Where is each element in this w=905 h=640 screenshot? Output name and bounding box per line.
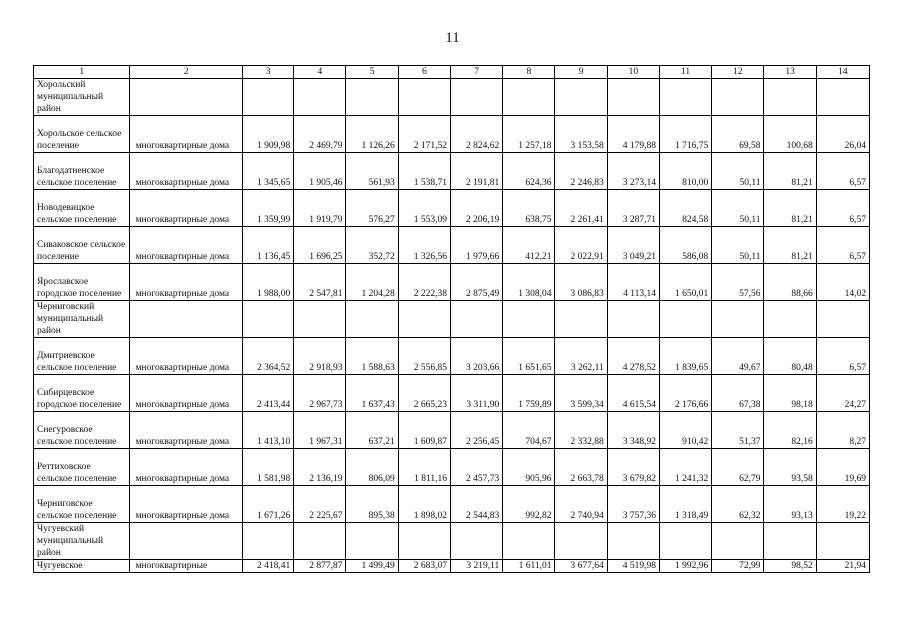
- housing-type: многоквартирные дома: [130, 264, 243, 301]
- value-cell: 26,04: [816, 116, 869, 153]
- column-number-cell: 2: [130, 66, 243, 79]
- column-number-cell: 9: [555, 66, 607, 79]
- value-cell: 1 588,63: [346, 338, 398, 375]
- value-cell: 2 457,73: [450, 449, 502, 486]
- value-cell: 2 256,45: [450, 412, 502, 449]
- value-cell: 576,27: [346, 190, 398, 227]
- value-cell: 2 547,81: [294, 264, 346, 301]
- housing-type: многоквартирные: [130, 560, 243, 573]
- value-cell: 3 599,34: [555, 375, 607, 412]
- value-cell: 2 418,41: [242, 560, 293, 573]
- column-number-cell: 12: [712, 66, 764, 79]
- value-cell: 1 308,04: [503, 264, 555, 301]
- value-cell: 21,94: [816, 560, 869, 573]
- value-cell: 824,58: [659, 190, 711, 227]
- settlement-name: Снегуровское сельское поселение: [34, 412, 130, 449]
- value-cell: 2 665,23: [398, 375, 450, 412]
- district-name: Черниговский муниципальный район: [34, 301, 130, 338]
- value-cell: 1 909,98: [242, 116, 293, 153]
- value-cell: 1 326,56: [398, 227, 450, 264]
- value-cell: [816, 523, 869, 560]
- value-cell: [607, 301, 659, 338]
- settlement-name: Сибирцевское городское поселение: [34, 375, 130, 412]
- value-cell: 93,58: [764, 449, 816, 486]
- value-cell: 1 359,99: [242, 190, 293, 227]
- value-cell: 4 519,98: [607, 560, 659, 573]
- value-cell: 2 222,38: [398, 264, 450, 301]
- value-cell: [242, 79, 293, 116]
- value-cell: 1 651,65: [503, 338, 555, 375]
- value-cell: [398, 523, 450, 560]
- value-cell: 80,48: [764, 338, 816, 375]
- value-cell: 4 179,88: [607, 116, 659, 153]
- value-cell: 51,37: [712, 412, 764, 449]
- value-cell: 50,11: [712, 227, 764, 264]
- value-cell: 98,52: [764, 560, 816, 573]
- value-cell: [398, 301, 450, 338]
- settlement-row: [34, 116, 870, 153]
- column-number-cell: 13: [764, 66, 816, 79]
- value-cell: [294, 301, 346, 338]
- value-cell: [398, 79, 450, 116]
- value-cell: 2 225,67: [294, 486, 346, 523]
- value-cell: 2 544,83: [450, 486, 502, 523]
- value-cell: 992,82: [503, 486, 555, 523]
- value-cell: 1 905,46: [294, 153, 346, 190]
- value-cell: 1 716,75: [659, 116, 711, 153]
- value-cell: 4 113,14: [607, 264, 659, 301]
- settlement-name: Ярославское городское поселение: [34, 264, 130, 301]
- value-cell: 637,21: [346, 412, 398, 449]
- column-number-cell: 11: [659, 66, 711, 79]
- value-cell: 2 261,41: [555, 190, 607, 227]
- district-row: [34, 523, 870, 560]
- column-number-cell: 4: [294, 66, 346, 79]
- settlement-row: [34, 227, 870, 264]
- settlement-name: Благодатненское сельское поселение: [34, 153, 130, 190]
- housing-type: [130, 79, 243, 116]
- housing-type: многоквартирные дома: [130, 486, 243, 523]
- value-cell: [242, 523, 293, 560]
- column-number-cell: 5: [346, 66, 398, 79]
- value-cell: 3 679,82: [607, 449, 659, 486]
- value-cell: [450, 301, 502, 338]
- value-cell: 1 553,09: [398, 190, 450, 227]
- value-cell: 624,36: [503, 153, 555, 190]
- value-cell: [503, 301, 555, 338]
- value-cell: 1 759,89: [503, 375, 555, 412]
- value-cell: [294, 79, 346, 116]
- value-cell: 1 671,26: [242, 486, 293, 523]
- value-cell: [242, 301, 293, 338]
- settlement-name: Дмитриевское сельское поселение: [34, 338, 130, 375]
- value-cell: 3 086,83: [555, 264, 607, 301]
- value-cell: 3 219,11: [450, 560, 502, 573]
- value-cell: [555, 301, 607, 338]
- value-cell: 50,11: [712, 190, 764, 227]
- housing-type: многоквартирные дома: [130, 153, 243, 190]
- housing-type: многоквартирные дома: [130, 375, 243, 412]
- column-number-row: [34, 66, 870, 79]
- settlement-name: Чугуевское: [34, 560, 130, 573]
- settlement-row: [34, 264, 870, 301]
- value-cell: 3 757,36: [607, 486, 659, 523]
- value-cell: 3 677,64: [555, 560, 607, 573]
- value-cell: 2 413,44: [242, 375, 293, 412]
- value-cell: [764, 301, 816, 338]
- value-cell: 1 345,65: [242, 153, 293, 190]
- value-cell: 19,22: [816, 486, 869, 523]
- value-cell: 1 581,98: [242, 449, 293, 486]
- value-cell: 2 877,87: [294, 560, 346, 573]
- value-cell: 19,69: [816, 449, 869, 486]
- value-cell: 586,08: [659, 227, 711, 264]
- value-cell: 81,21: [764, 153, 816, 190]
- settlement-name: Новодевицкое сельское поселение: [34, 190, 130, 227]
- value-cell: 1 979,66: [450, 227, 502, 264]
- value-cell: 3 348,92: [607, 412, 659, 449]
- value-cell: 2 364,52: [242, 338, 293, 375]
- value-cell: [659, 301, 711, 338]
- value-cell: [816, 301, 869, 338]
- value-cell: 2 967,73: [294, 375, 346, 412]
- value-cell: 2 918,93: [294, 338, 346, 375]
- value-cell: [764, 79, 816, 116]
- housing-type: [130, 523, 243, 560]
- value-cell: 1 967,31: [294, 412, 346, 449]
- value-cell: 2 469,79: [294, 116, 346, 153]
- value-cell: [346, 79, 398, 116]
- column-number-cell: 8: [503, 66, 555, 79]
- housing-type: многоквартирные дома: [130, 116, 243, 153]
- value-cell: 69,58: [712, 116, 764, 153]
- value-cell: 2 171,52: [398, 116, 450, 153]
- column-number-cell: 10: [607, 66, 659, 79]
- column-number-cell: 1: [34, 66, 130, 79]
- value-cell: 1 988,00: [242, 264, 293, 301]
- value-cell: 49,67: [712, 338, 764, 375]
- value-cell: 6,57: [816, 338, 869, 375]
- housing-type: многоквартирные дома: [130, 449, 243, 486]
- value-cell: 2 206,19: [450, 190, 502, 227]
- value-cell: 6,57: [816, 190, 869, 227]
- settlement-row: [34, 486, 870, 523]
- value-cell: [659, 79, 711, 116]
- value-cell: 638,75: [503, 190, 555, 227]
- value-cell: 1 637,43: [346, 375, 398, 412]
- value-cell: [450, 79, 502, 116]
- value-cell: 412,21: [503, 227, 555, 264]
- value-cell: [607, 79, 659, 116]
- value-cell: 6,57: [816, 227, 869, 264]
- value-cell: 2 824,62: [450, 116, 502, 153]
- value-cell: 81,21: [764, 227, 816, 264]
- value-cell: 3 273,14: [607, 153, 659, 190]
- value-cell: 3 153,58: [555, 116, 607, 153]
- value-cell: [294, 523, 346, 560]
- column-number-cell: 6: [398, 66, 450, 79]
- value-cell: [659, 523, 711, 560]
- value-cell: 3 049,21: [607, 227, 659, 264]
- value-cell: 2 246,83: [555, 153, 607, 190]
- district-row: [34, 301, 870, 338]
- value-cell: [712, 301, 764, 338]
- value-cell: 1 318,49: [659, 486, 711, 523]
- settlement-row: [34, 338, 870, 375]
- value-cell: 1 538,71: [398, 153, 450, 190]
- value-cell: 2 332,88: [555, 412, 607, 449]
- value-cell: 2 136,19: [294, 449, 346, 486]
- value-cell: [555, 523, 607, 560]
- value-cell: 895,38: [346, 486, 398, 523]
- value-cell: 806,09: [346, 449, 398, 486]
- value-cell: 1 257,18: [503, 116, 555, 153]
- value-cell: 100,68: [764, 116, 816, 153]
- housing-type: многоквартирные дома: [130, 190, 243, 227]
- district-row: [34, 79, 870, 116]
- value-cell: 1 839,65: [659, 338, 711, 375]
- value-cell: 4 278,52: [607, 338, 659, 375]
- value-cell: [607, 523, 659, 560]
- settlement-name: Реттиховское сельское поселение: [34, 449, 130, 486]
- value-cell: [346, 301, 398, 338]
- column-number-cell: 3: [242, 66, 293, 79]
- value-cell: 1 696,25: [294, 227, 346, 264]
- value-cell: [450, 523, 502, 560]
- value-cell: 2 556,85: [398, 338, 450, 375]
- value-cell: 62,79: [712, 449, 764, 486]
- value-cell: 1 413,10: [242, 412, 293, 449]
- value-cell: [346, 523, 398, 560]
- value-cell: 2 740,94: [555, 486, 607, 523]
- settlement-name: Хорольское сельское поселение: [34, 116, 130, 153]
- value-cell: 93,13: [764, 486, 816, 523]
- value-cell: [503, 79, 555, 116]
- value-cell: 3 262,11: [555, 338, 607, 375]
- value-cell: 8,27: [816, 412, 869, 449]
- value-cell: 2 176,66: [659, 375, 711, 412]
- district-name: Чугуевский муниципальный район: [34, 523, 130, 560]
- value-cell: 1 650,01: [659, 264, 711, 301]
- value-cell: 704,67: [503, 412, 555, 449]
- value-cell: 810,00: [659, 153, 711, 190]
- value-cell: 1 136,45: [242, 227, 293, 264]
- housing-type: многоквартирные дома: [130, 338, 243, 375]
- value-cell: 57,56: [712, 264, 764, 301]
- value-cell: 2 663,78: [555, 449, 607, 486]
- value-cell: 561,93: [346, 153, 398, 190]
- value-cell: 1 611,01: [503, 560, 555, 573]
- settlement-name: Сиваковское сельское поселение: [34, 227, 130, 264]
- value-cell: [555, 79, 607, 116]
- value-cell: 2 191,81: [450, 153, 502, 190]
- value-cell: 50,11: [712, 153, 764, 190]
- value-cell: 82,16: [764, 412, 816, 449]
- value-cell: 1 898,02: [398, 486, 450, 523]
- value-cell: 1 204,28: [346, 264, 398, 301]
- value-cell: 14,02: [816, 264, 869, 301]
- value-cell: [503, 523, 555, 560]
- value-cell: 1 241,32: [659, 449, 711, 486]
- value-cell: 1 811,16: [398, 449, 450, 486]
- value-cell: 910,42: [659, 412, 711, 449]
- page-number: 11: [445, 30, 460, 46]
- settlement-row: [34, 153, 870, 190]
- value-cell: 81,21: [764, 190, 816, 227]
- settlement-name: Черниговское сельское поселение: [34, 486, 130, 523]
- value-cell: 2 022,91: [555, 227, 607, 264]
- value-cell: 1 992,96: [659, 560, 711, 573]
- value-cell: 67,38: [712, 375, 764, 412]
- column-number-cell: 7: [450, 66, 502, 79]
- column-number-cell: 14: [816, 66, 869, 79]
- value-cell: 6,57: [816, 153, 869, 190]
- value-cell: 905,96: [503, 449, 555, 486]
- value-cell: 62,32: [712, 486, 764, 523]
- value-cell: [712, 79, 764, 116]
- settlement-row: [34, 375, 870, 412]
- settlement-row: [34, 412, 870, 449]
- district-name: Хорольский муниципальный район: [34, 79, 130, 116]
- value-cell: 24,27: [816, 375, 869, 412]
- housing-type: многоквартирные дома: [130, 412, 243, 449]
- value-cell: 2 683,07: [398, 560, 450, 573]
- housing-type: [130, 301, 243, 338]
- value-cell: 4 615,54: [607, 375, 659, 412]
- value-cell: 88,66: [764, 264, 816, 301]
- value-cell: [816, 79, 869, 116]
- value-cell: 1 499,49: [346, 560, 398, 573]
- settlement-row: [34, 449, 870, 486]
- value-cell: 1 126,26: [346, 116, 398, 153]
- value-cell: 352,72: [346, 227, 398, 264]
- housing-type: многоквартирные дома: [130, 227, 243, 264]
- tariff-table: [33, 65, 870, 573]
- value-cell: 3 203,66: [450, 338, 502, 375]
- settlement-row: [34, 190, 870, 227]
- value-cell: [712, 523, 764, 560]
- settlement-row: [34, 560, 870, 573]
- value-cell: 1 609,87: [398, 412, 450, 449]
- value-cell: [764, 523, 816, 560]
- value-cell: 3 287,71: [607, 190, 659, 227]
- value-cell: 72,99: [712, 560, 764, 573]
- value-cell: 98,18: [764, 375, 816, 412]
- value-cell: 1 919,79: [294, 190, 346, 227]
- value-cell: 3 311,90: [450, 375, 502, 412]
- value-cell: 2 875,49: [450, 264, 502, 301]
